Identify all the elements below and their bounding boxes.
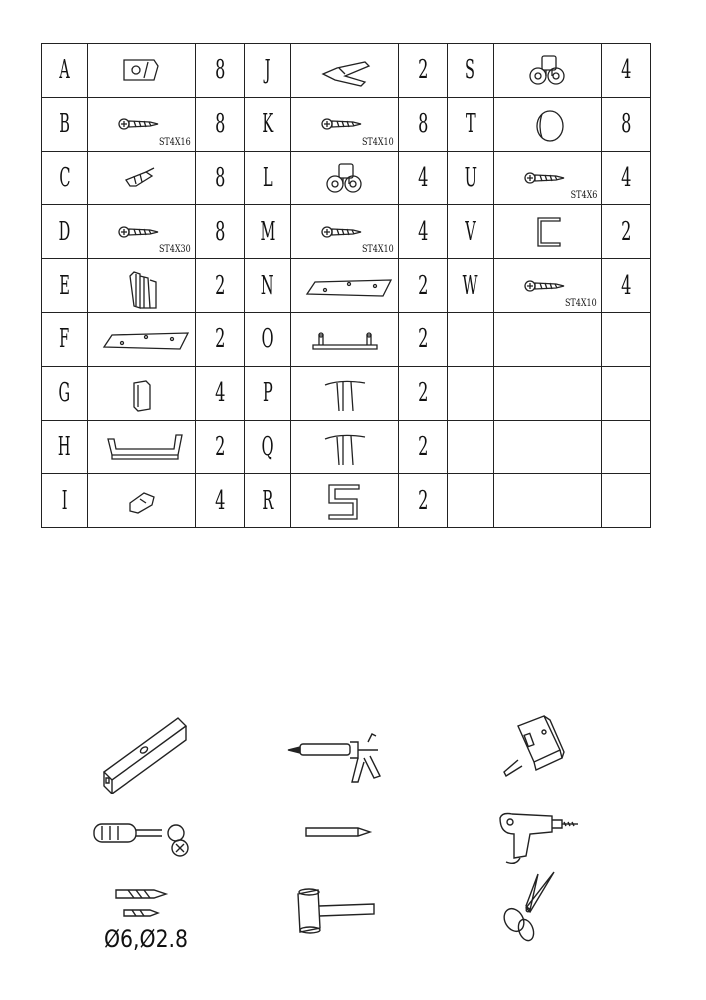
part-letter-cell [245,97,291,151]
part-qty-cell [196,44,245,98]
part-letter-cell [42,312,88,366]
part-qty: 8 [214,109,226,140]
part-letter: N [261,270,274,301]
part-qty: 2 [214,270,226,301]
part-image-cell [494,205,602,259]
part-letter-cell [448,151,494,205]
part-image-cell [88,259,196,313]
glass-panel-icon [291,262,398,310]
part-qty: 2 [417,324,429,355]
part-qty-cell [196,97,245,151]
part-image-cell [291,44,399,98]
wall-profile-icon [88,262,195,310]
table-row [42,44,651,98]
part-letter: J [264,55,271,86]
pencil-icon [304,822,374,842]
part-image-cell [291,474,399,528]
part-qty-cell [399,151,448,205]
part-qty: 4 [417,162,429,193]
part-image-cell [291,151,399,205]
part-qty-cell [399,474,448,528]
table-row [42,420,651,474]
table-row [42,474,651,528]
mallet-icon [294,884,378,936]
part-letter-cell [42,151,88,205]
part-image-cell [88,474,196,528]
part-qty-cell [196,151,245,205]
part-letter: M [260,216,275,247]
part-letter: K [262,109,273,140]
part-letter-cell [245,474,291,528]
part-letter: V [465,216,476,247]
part-letter: B [59,109,70,140]
part-letter-cell [448,474,494,528]
electric-drill-icon [496,810,580,868]
part-letter-cell [42,205,88,259]
part-qty: 2 [214,431,226,462]
part-image-cell [291,259,399,313]
part-letter-cell [42,474,88,528]
part-letter: L [262,162,273,193]
handle-bar-icon [291,315,398,363]
part-image-cell [88,151,196,205]
part-qty: 8 [620,109,632,140]
part-qty-cell [399,97,448,151]
part-image-cell [494,151,602,205]
part-qty: 8 [214,55,226,86]
part-letter: U [464,162,477,193]
part-letter-cell [42,420,88,474]
part-image-cell [88,420,196,474]
part-letter: W [463,270,478,301]
corner-bracket-icon [88,46,195,94]
part-letter-cell [245,259,291,313]
part-qty: 4 [620,270,632,301]
seal-profile-icon [291,423,398,471]
caulking-gun-icon [286,728,390,784]
part-qty-cell [602,205,651,259]
part-image-cell [494,44,602,98]
part-letter-cell [448,259,494,313]
part-letter-cell [245,44,291,98]
part-qty: 2 [417,55,429,86]
part-qty: 4 [417,216,429,247]
part-qty: 2 [214,324,226,355]
part-qty: 4 [214,378,226,409]
part-letter: D [58,216,71,247]
part-letter: A [59,55,70,86]
part-image-cell [494,259,602,313]
part-image-cell [494,312,602,366]
parts-table [41,43,651,528]
part-letter: E [59,270,70,301]
part-letter-cell [245,312,291,366]
part-spec: ST4X10 [362,136,394,148]
part-qty: 4 [620,162,632,193]
part-letter: H [58,431,71,462]
screwdriver-icon [92,818,196,858]
spirit-level-icon [100,714,190,794]
table-row [42,205,651,259]
part-qty-cell [399,44,448,98]
part-letter-cell [245,151,291,205]
part-qty-cell [602,97,651,151]
u-profile-icon [494,208,601,256]
part-letter: O [261,324,274,355]
part-image-cell [494,366,602,420]
part-spec: ST4X10 [565,297,597,309]
part-qty-cell [196,474,245,528]
part-qty-cell [602,151,651,205]
part-letter-cell [42,44,88,98]
part-qty: 2 [417,485,429,516]
part-qty-cell [602,420,651,474]
part-qty-cell [399,205,448,259]
part-qty-cell [602,259,651,313]
part-qty-cell [399,366,448,420]
part-qty-cell [602,366,651,420]
rail-profile-icon [88,423,195,471]
part-letter-cell [42,366,88,420]
part-letter-cell [42,97,88,151]
part-qty-cell [602,474,651,528]
part-spec: ST4X30 [159,244,191,256]
part-letter-cell [42,259,88,313]
table-row [42,312,651,366]
part-qty-cell [399,312,448,366]
part-image-cell [494,420,602,474]
part-letter-cell [245,205,291,259]
part-letter: C [58,162,71,193]
part-qty: 8 [417,109,429,140]
part-letter-cell [448,97,494,151]
part-letter: R [262,485,273,516]
scissors-icon [500,870,560,944]
glass-panel-icon [88,315,195,363]
part-letter: P [262,378,273,409]
part-letter: G [58,378,71,409]
part-letter: Q [261,431,274,462]
part-image-cell [494,97,602,151]
table-row [42,259,651,313]
part-letter-cell [448,312,494,366]
part-qty-cell [196,205,245,259]
drill-bits-icon [114,884,170,920]
roller-wheel-icon [291,154,398,202]
table-row [42,97,651,151]
part-qty-cell [602,44,651,98]
part-spec: ST4X10 [362,244,394,256]
part-image-cell [88,366,196,420]
drill-bit-sizes: Ø6,Ø2.8 [104,925,189,953]
part-image-cell [494,474,602,528]
part-qty-cell [196,420,245,474]
part-qty-cell [196,259,245,313]
part-qty: 2 [417,378,429,409]
part-letter: F [59,324,70,355]
part-qty: 4 [214,485,226,516]
part-qty: 8 [214,162,226,193]
part-image-cell [291,366,399,420]
part-image-cell [291,205,399,259]
part-letter-cell [448,44,494,98]
part-letter: T [465,109,476,140]
part-image-cell [291,312,399,366]
seal-strip-icon [291,46,398,94]
part-spec: ST4X16 [159,136,191,148]
part-qty-cell [399,420,448,474]
part-letter: I [61,485,68,516]
part-image-cell [88,312,196,366]
end-cap-icon [88,369,195,417]
tape-measure-icon [500,710,566,782]
part-image-cell [88,97,196,151]
cap-icon [494,100,601,148]
part-qty: 2 [417,431,429,462]
table-row [42,366,651,420]
part-letter-cell [448,205,494,259]
part-letter: S [465,55,476,86]
seal-profile-icon [291,369,398,417]
part-qty: 2 [620,216,632,247]
part-image-cell [291,97,399,151]
part-image-cell [291,420,399,474]
part-qty: 2 [417,270,429,301]
part-qty: 8 [214,216,226,247]
wall-plug-icon [88,154,195,202]
part-letter-cell [245,420,291,474]
roller-wheel-icon [494,46,601,94]
rail-profile-icon [291,477,398,525]
part-letter-cell [448,366,494,420]
part-qty-cell [602,312,651,366]
part-image-cell [88,44,196,98]
part-qty-cell [196,312,245,366]
part-letter-cell [448,420,494,474]
part-qty: 4 [620,55,632,86]
part-image-cell [88,205,196,259]
part-spec: ST4X6 [570,190,597,202]
part-qty-cell [196,366,245,420]
part-qty-cell [399,259,448,313]
part-letter-cell [245,366,291,420]
clip-icon [88,477,195,525]
table-row [42,151,651,205]
